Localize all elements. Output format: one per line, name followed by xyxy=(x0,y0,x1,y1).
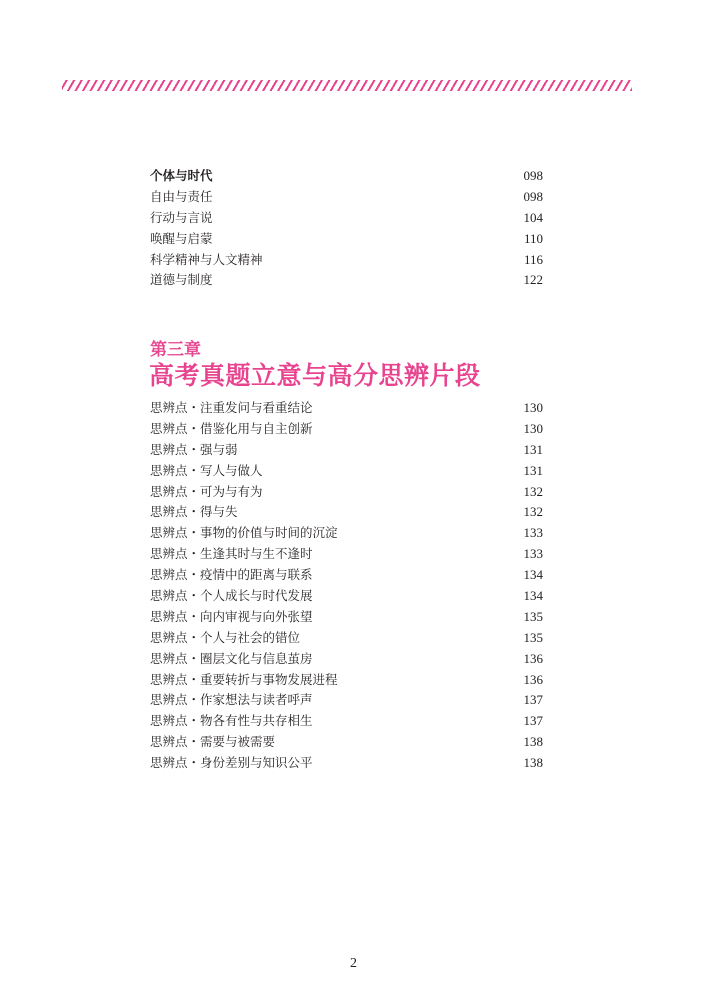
toc-entry[interactable] xyxy=(150,628,543,649)
toc-entry-page: 136 xyxy=(523,650,543,666)
page-number: 2 xyxy=(350,956,357,971)
toc-entry-title: 思辨点・注重发问与看重结论 xyxy=(150,400,313,415)
toc-entry[interactable] xyxy=(150,482,543,503)
toc-entry-title: 道德与制度 xyxy=(150,272,213,288)
toc-entry-title: 唤醒与启蒙 xyxy=(150,230,213,246)
toc-entry[interactable] xyxy=(150,565,543,586)
toc-section-chapter-three xyxy=(150,398,543,774)
toc-entry-title: 个体与时代 xyxy=(150,168,213,183)
toc-entry-page: 134 xyxy=(523,588,543,604)
toc-entry-title: 自由与责任 xyxy=(150,188,213,204)
toc-entry-title: 思辨点・可为与有为 xyxy=(150,483,263,499)
toc-entry-page: 098 xyxy=(523,168,543,183)
toc-entry[interactable] xyxy=(150,208,543,229)
toc-entry-title: 思辨点・身份差别与知识公平 xyxy=(150,755,313,771)
chapter-label: 第三章 xyxy=(150,340,201,360)
toc-entry-page: 136 xyxy=(523,671,543,687)
toc-entry-page: 133 xyxy=(523,546,543,562)
toc-entry-title: 思辨点・借鉴化用与自主创新 xyxy=(150,420,313,436)
toc-entry-page: 137 xyxy=(523,713,543,729)
toc-entry-page: 132 xyxy=(523,504,543,520)
chapter-title: 高考真题立意与高分思辨片段 xyxy=(149,361,481,390)
toc-entry-title: 思辨点・作家想法与读者呼声 xyxy=(150,692,313,708)
toc-entry-page: 138 xyxy=(523,755,543,771)
toc-entry[interactable] xyxy=(150,166,543,187)
toc-entry[interactable] xyxy=(150,607,543,628)
toc-entry-page: 135 xyxy=(523,629,543,645)
toc-entry[interactable] xyxy=(150,398,543,419)
toc-section-individual-and-era xyxy=(150,166,543,291)
toc-entry[interactable] xyxy=(150,523,543,544)
toc-entry[interactable] xyxy=(150,586,543,607)
toc-entry[interactable] xyxy=(150,229,543,250)
toc-entry-page: 138 xyxy=(523,734,543,750)
toc-entry-page: 122 xyxy=(523,272,543,288)
toc-entry[interactable] xyxy=(150,711,543,732)
toc-entry-title: 行动与言说 xyxy=(150,209,213,225)
toc-entry[interactable] xyxy=(150,753,543,774)
toc-entry-title: 思辨点・强与弱 xyxy=(150,441,238,457)
decorative-stripe-band xyxy=(62,80,632,91)
toc-entry[interactable] xyxy=(150,419,543,440)
toc-entry[interactable] xyxy=(150,270,543,291)
toc-entry[interactable] xyxy=(150,670,543,691)
toc-entry[interactable] xyxy=(150,187,543,208)
toc-entry-title: 思辨点・生逢其时与生不逢时 xyxy=(150,546,313,562)
toc-entry-page: 116 xyxy=(523,251,543,267)
toc-entry-title: 思辨点・重要转折与事物发展进程 xyxy=(150,671,338,687)
toc-entry[interactable] xyxy=(150,250,543,271)
toc-entry-title: 思辨点・需要与被需要 xyxy=(150,734,276,750)
toc-entry[interactable] xyxy=(150,440,543,461)
toc-entry[interactable] xyxy=(150,732,543,753)
toc-entry-page: 110 xyxy=(523,230,543,246)
toc-entry-page: 104 xyxy=(523,209,543,225)
toc-entry-page: 134 xyxy=(523,567,543,583)
toc-entry-title: 思辨点・事物的价值与时间的沉淀 xyxy=(150,525,338,541)
toc-entry-title: 思辨点・物各有性与共存相生 xyxy=(150,713,313,729)
toc-entry-page: 130 xyxy=(523,420,543,436)
toc-entry-page: 133 xyxy=(523,525,543,541)
toc-entry-page: 137 xyxy=(523,692,543,708)
toc-entry[interactable] xyxy=(150,690,543,711)
toc-entry-title: 思辨点・写人与做人 xyxy=(150,462,263,478)
toc-entry-title: 思辨点・个人成长与时代发展 xyxy=(150,588,313,604)
toc-entry[interactable] xyxy=(150,502,543,523)
toc-entry-page: 098 xyxy=(523,188,543,204)
toc-entry-title: 思辨点・向内审视与向外张望 xyxy=(150,608,313,624)
toc-entry-title: 思辨点・圈层文化与信息茧房 xyxy=(150,650,313,666)
toc-entry-page: 131 xyxy=(523,462,543,478)
toc-entry-title: 思辨点・个人与社会的错位 xyxy=(150,629,301,645)
toc-entry-page: 130 xyxy=(523,400,543,415)
toc-entry[interactable] xyxy=(150,461,543,482)
toc-entry-page: 132 xyxy=(523,483,543,499)
toc-entry-title: 科学精神与人文精神 xyxy=(150,251,263,267)
toc-entry[interactable] xyxy=(150,544,543,565)
toc-entry-page: 131 xyxy=(523,441,543,457)
toc-entry-title: 思辨点・疫情中的距离与联系 xyxy=(150,567,313,583)
toc-entry-page: 135 xyxy=(523,608,543,624)
toc-entry[interactable] xyxy=(150,649,543,670)
toc-entry-title: 思辨点・得与失 xyxy=(150,504,238,520)
